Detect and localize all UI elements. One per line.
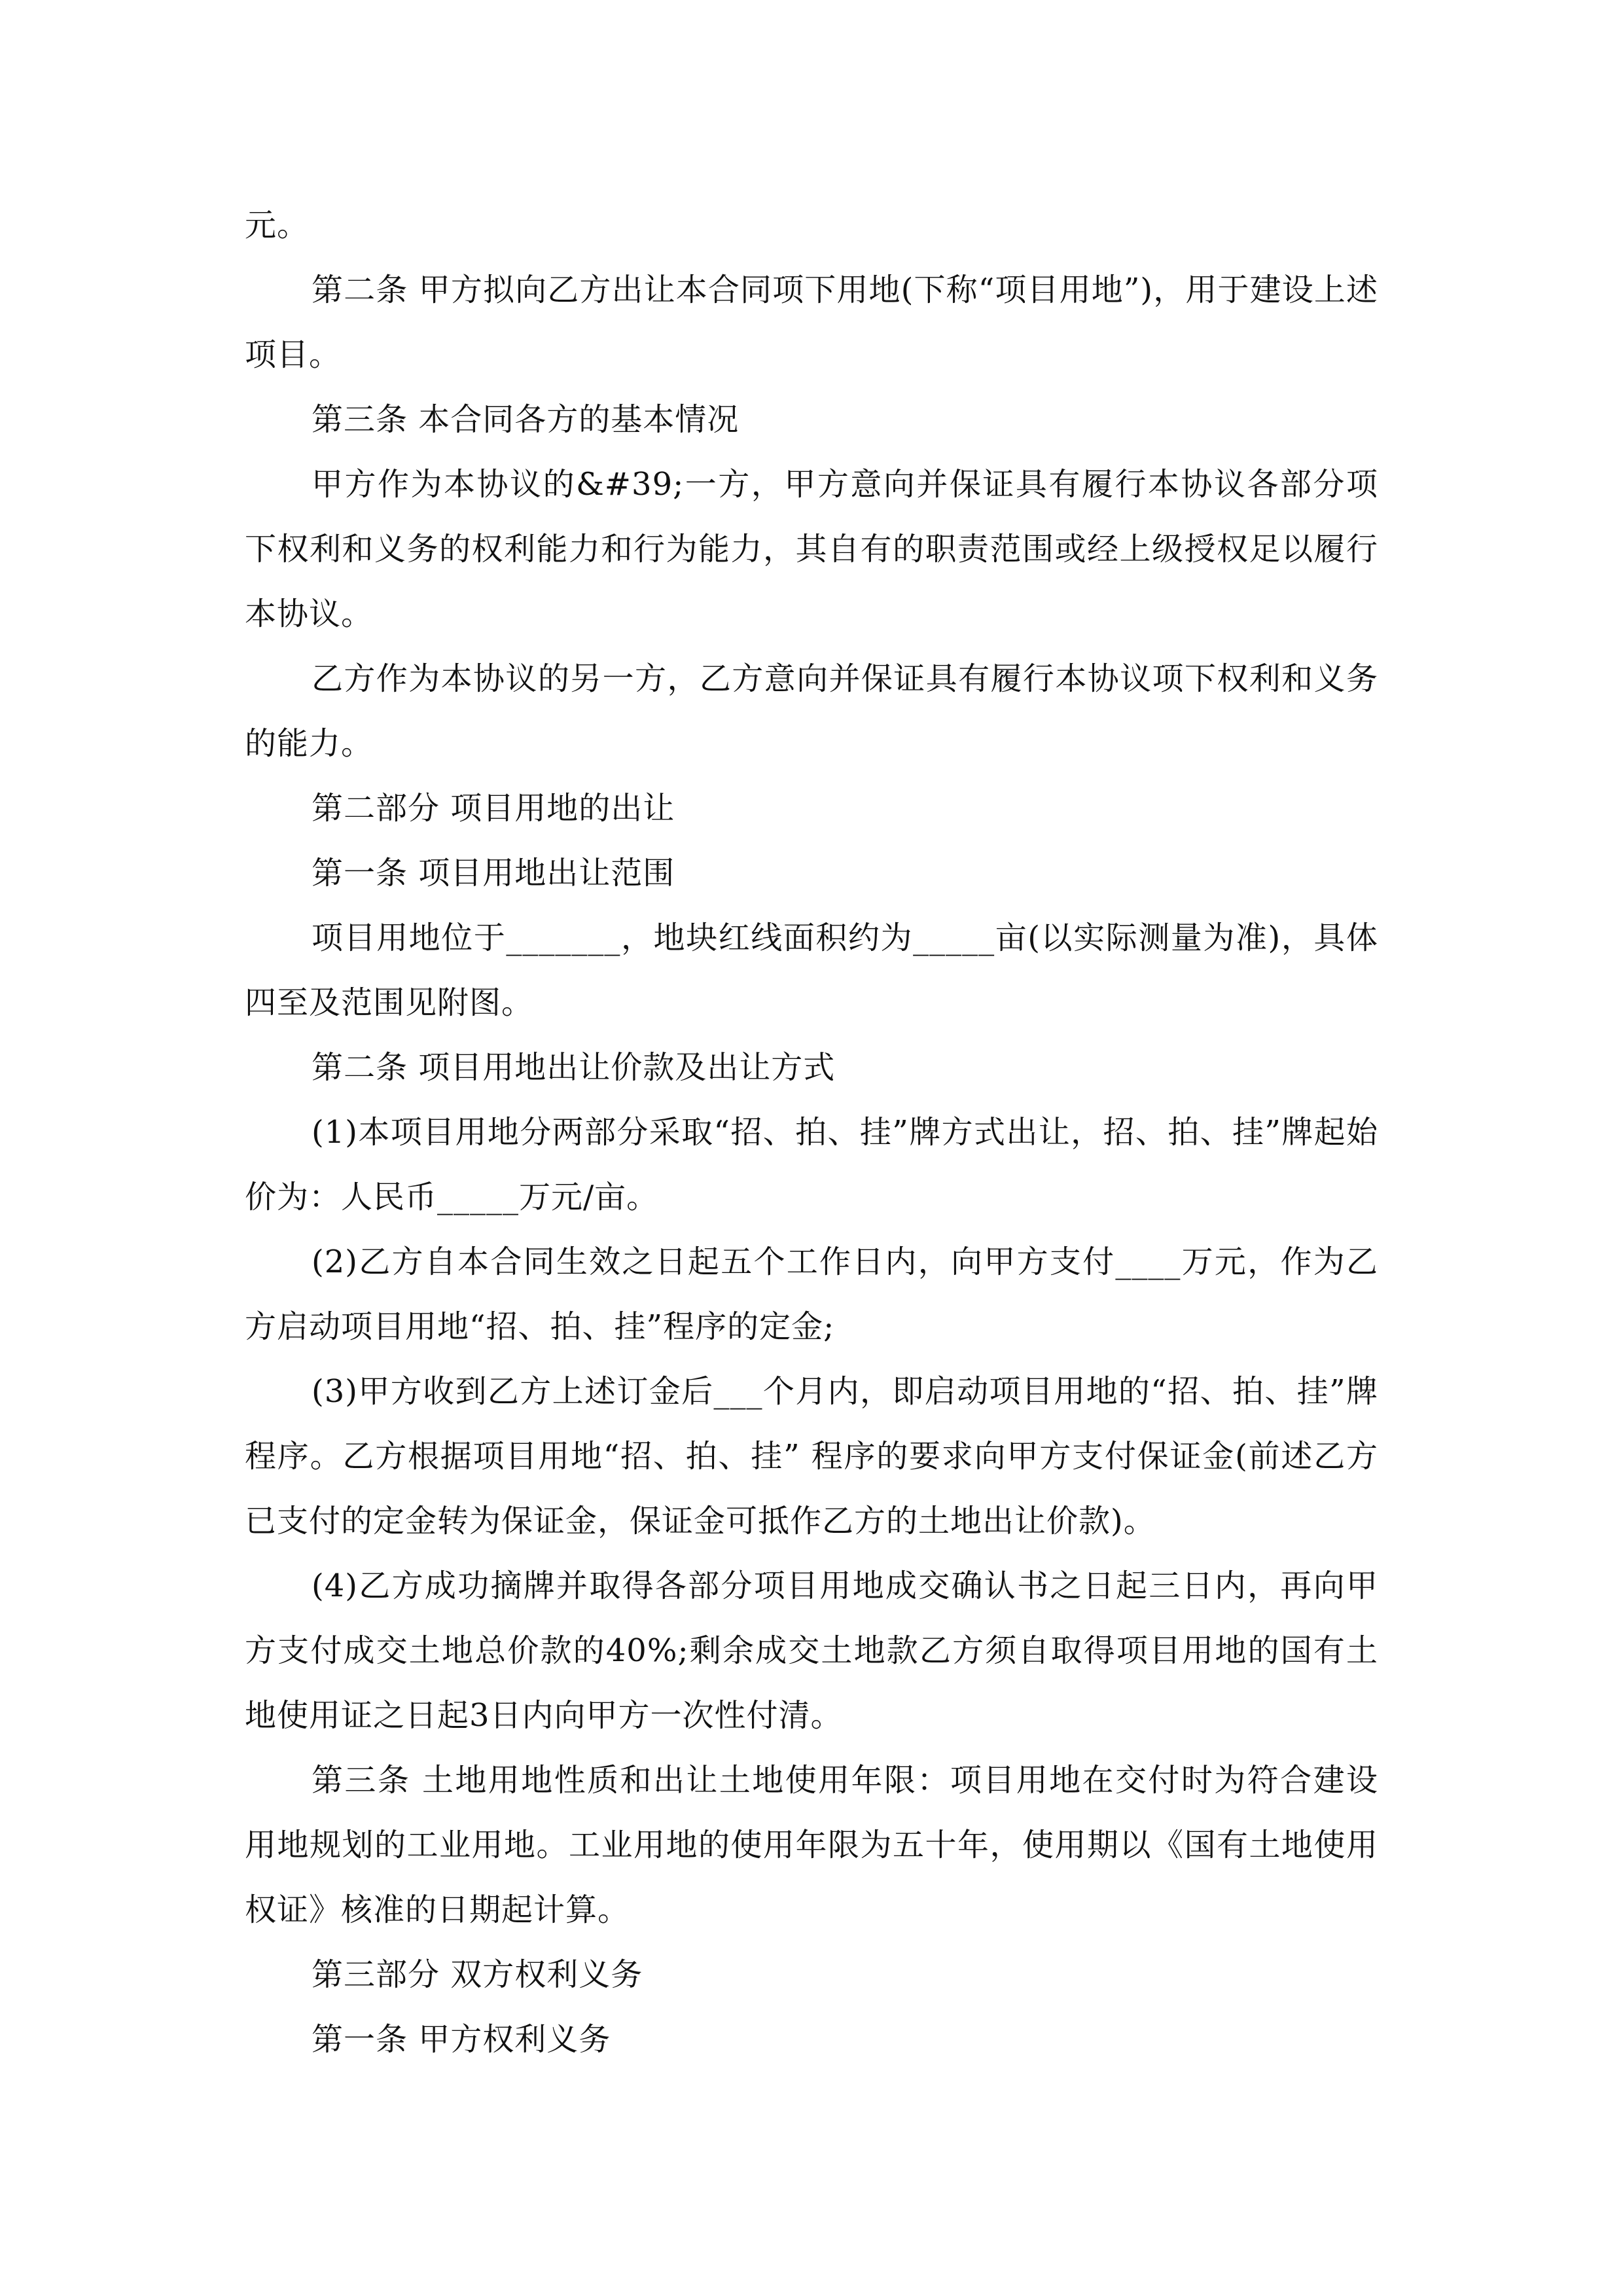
part-2-heading: 第二部分 项目用地的出让	[312, 790, 675, 827]
part-2-clause-3-paragraph: 第三条 土地用地性质和出让土地使用年限：项目用地在交付时为符合建设用地规划的工业用地。工业用地的使用年限为五十年，使用期以《国有土地使用权证》核准的日期起计算。	[245, 1762, 1378, 1928]
part-3-clause-1-heading: 第一条 甲方权利义务	[312, 2021, 611, 2058]
paragraph-continuation: 元。	[245, 207, 310, 243]
item-1-paragraph: (1)本项目用地分两部分采取“招、拍、挂”牌方式出让，招、拍、挂”牌起始价为：人民币_____万元/亩。	[245, 1114, 1378, 1215]
item-2-paragraph: (2)乙方自本合同生效之日起五个工作日内，向甲方支付____万元，作为乙方启动项目用地“招、拍、挂”程序的定金;	[245, 1244, 1378, 1345]
part-2-clause-1-heading: 第一条 项目用地出让范围	[312, 855, 675, 891]
party-b-statement: 乙方作为本协议的另一方，乙方意向并保证具有履行本协议项下权利和义务的能力。	[245, 660, 1378, 762]
item-4-paragraph: (4)乙方成功摘牌并取得各部分项目用地成交确认书之日起三日内，再向甲方支付成交土地总价款的40%;剩余成交土地款乙方须自取得项目用地的国有土地使用证之日起3日内向甲方一次性付清。	[245, 1568, 1378, 1734]
clause-3-heading: 第三条 本合同各方的基本情况	[312, 401, 740, 438]
document-body	[245, 193, 1378, 2072]
party-a-statement: 甲方作为本协议的&#39;一方，甲方意向并保证具有履行本协议各部分项下权利和义务的权利能力和行为能力，其自有的职责范围或经上级授权足以履行本协议。	[245, 466, 1378, 632]
clause-2-project-land: 第二条 甲方拟向乙方出让本合同项下用地(下称“项目用地”)，用于建设上述项目。	[245, 272, 1378, 373]
land-location-paragraph: 项目用地位于_______，地块红线面积约为_____亩(以实际测量为准)，具体四至及范围见附图。	[245, 920, 1378, 1021]
item-3-paragraph: (3)甲方收到乙方上述订金后___个月内，即启动项目用地的“招、拍、挂”牌程序。乙方根据项目用地“招、拍、挂” 程序的要求向甲方支付保证金(前述乙方已支付的定金转为保证金，保证金可抵作乙方的土地出让价款)。	[245, 1373, 1378, 1539]
part-2-clause-2-heading: 第二条 项目用地出让价款及出让方式	[312, 1049, 836, 1086]
part-3-heading: 第三部分 双方权利义务	[312, 1956, 643, 1993]
